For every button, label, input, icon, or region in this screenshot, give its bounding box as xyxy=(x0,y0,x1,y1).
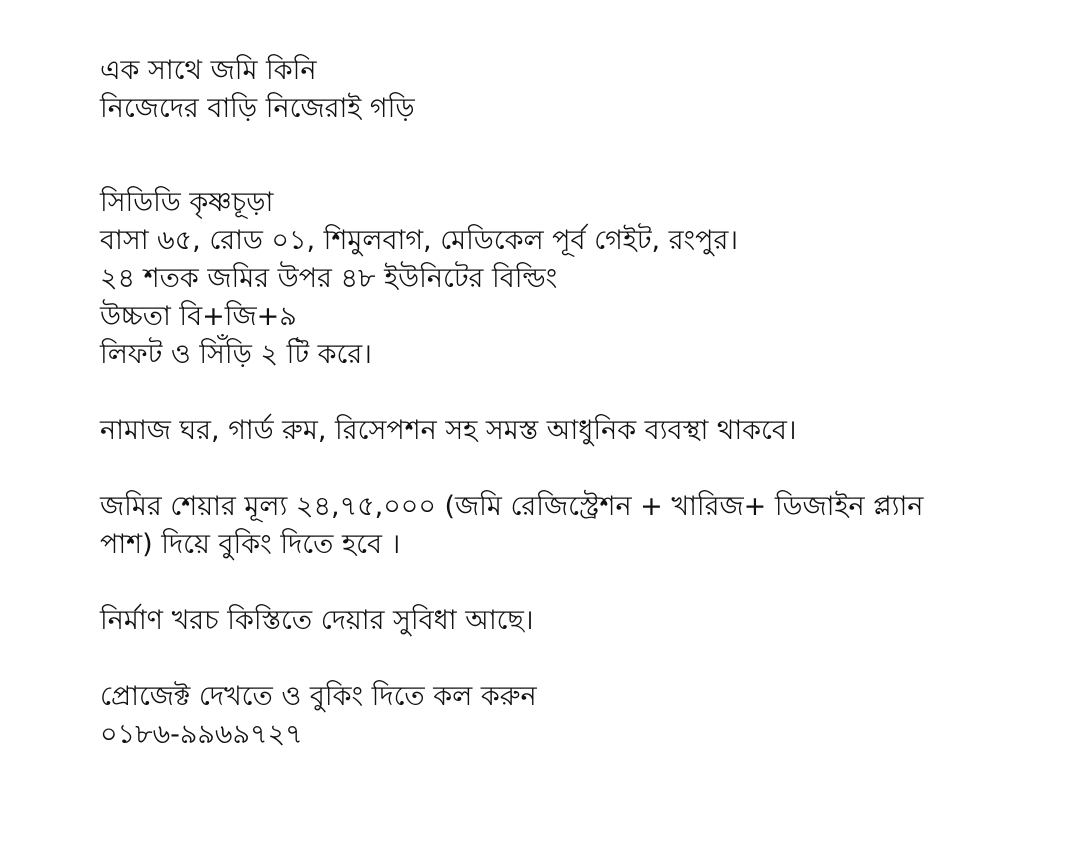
project-name: সিডিডি কৃষ্ণচূড়া xyxy=(100,187,274,218)
contact-call-text: প্রোজেক্ট দেখতে ও বুকিং দিতে কল করুন xyxy=(100,681,537,712)
facilities-line: নামাজ ঘর, গার্ড রুম, রিসেপশন সহ সমস্ত আধুনিক ব্যবস্থা থাকবে। xyxy=(100,415,797,446)
slogan-line-1: এক সাথে জমি কিনি xyxy=(100,55,317,86)
price-line-2: পাশ) দিয়ে বুকিং দিতে হবে । xyxy=(100,529,401,560)
contact-paragraph xyxy=(100,678,1040,754)
slogan-line-2: নিজেদের বাড়ি নিজেরাই গড়ি xyxy=(100,93,415,124)
project-land-units: ২৪ শতক জমির উপর ৪৮ ইউনিটের বিল্ডিং xyxy=(100,263,558,294)
installment-line: নির্মাণ খরচ কিস্তিতে দেয়ার সুবিধা আছে। xyxy=(100,605,534,636)
project-lift-stairs: লিফট ও সিঁড়ি ২ টি করে। xyxy=(100,339,372,370)
contact-phone-number: ০১৮৬-৯৯৬৯৭২৭ xyxy=(100,719,303,750)
project-address: বাসা ৬৫, রোড ০১, শিমুলবাগ, মেডিকেল পূর্ব গেইট, রংপুর। xyxy=(100,225,739,256)
project-details-paragraph xyxy=(100,184,1040,374)
price-paragraph xyxy=(100,488,1040,564)
facilities-paragraph xyxy=(100,412,1040,450)
slogan-paragraph xyxy=(100,52,1040,128)
price-line-1: জমির শেয়ার মূল্য ২৪,৭৫,০০০ (জমি রেজিস্ট্রেশন + খারিজ+ ডিজাইন প্ল্যান xyxy=(100,491,924,522)
installment-paragraph xyxy=(100,602,1040,640)
document-body xyxy=(100,52,1040,792)
project-height: উচ্চতা বি+জি+৯ xyxy=(100,301,297,332)
